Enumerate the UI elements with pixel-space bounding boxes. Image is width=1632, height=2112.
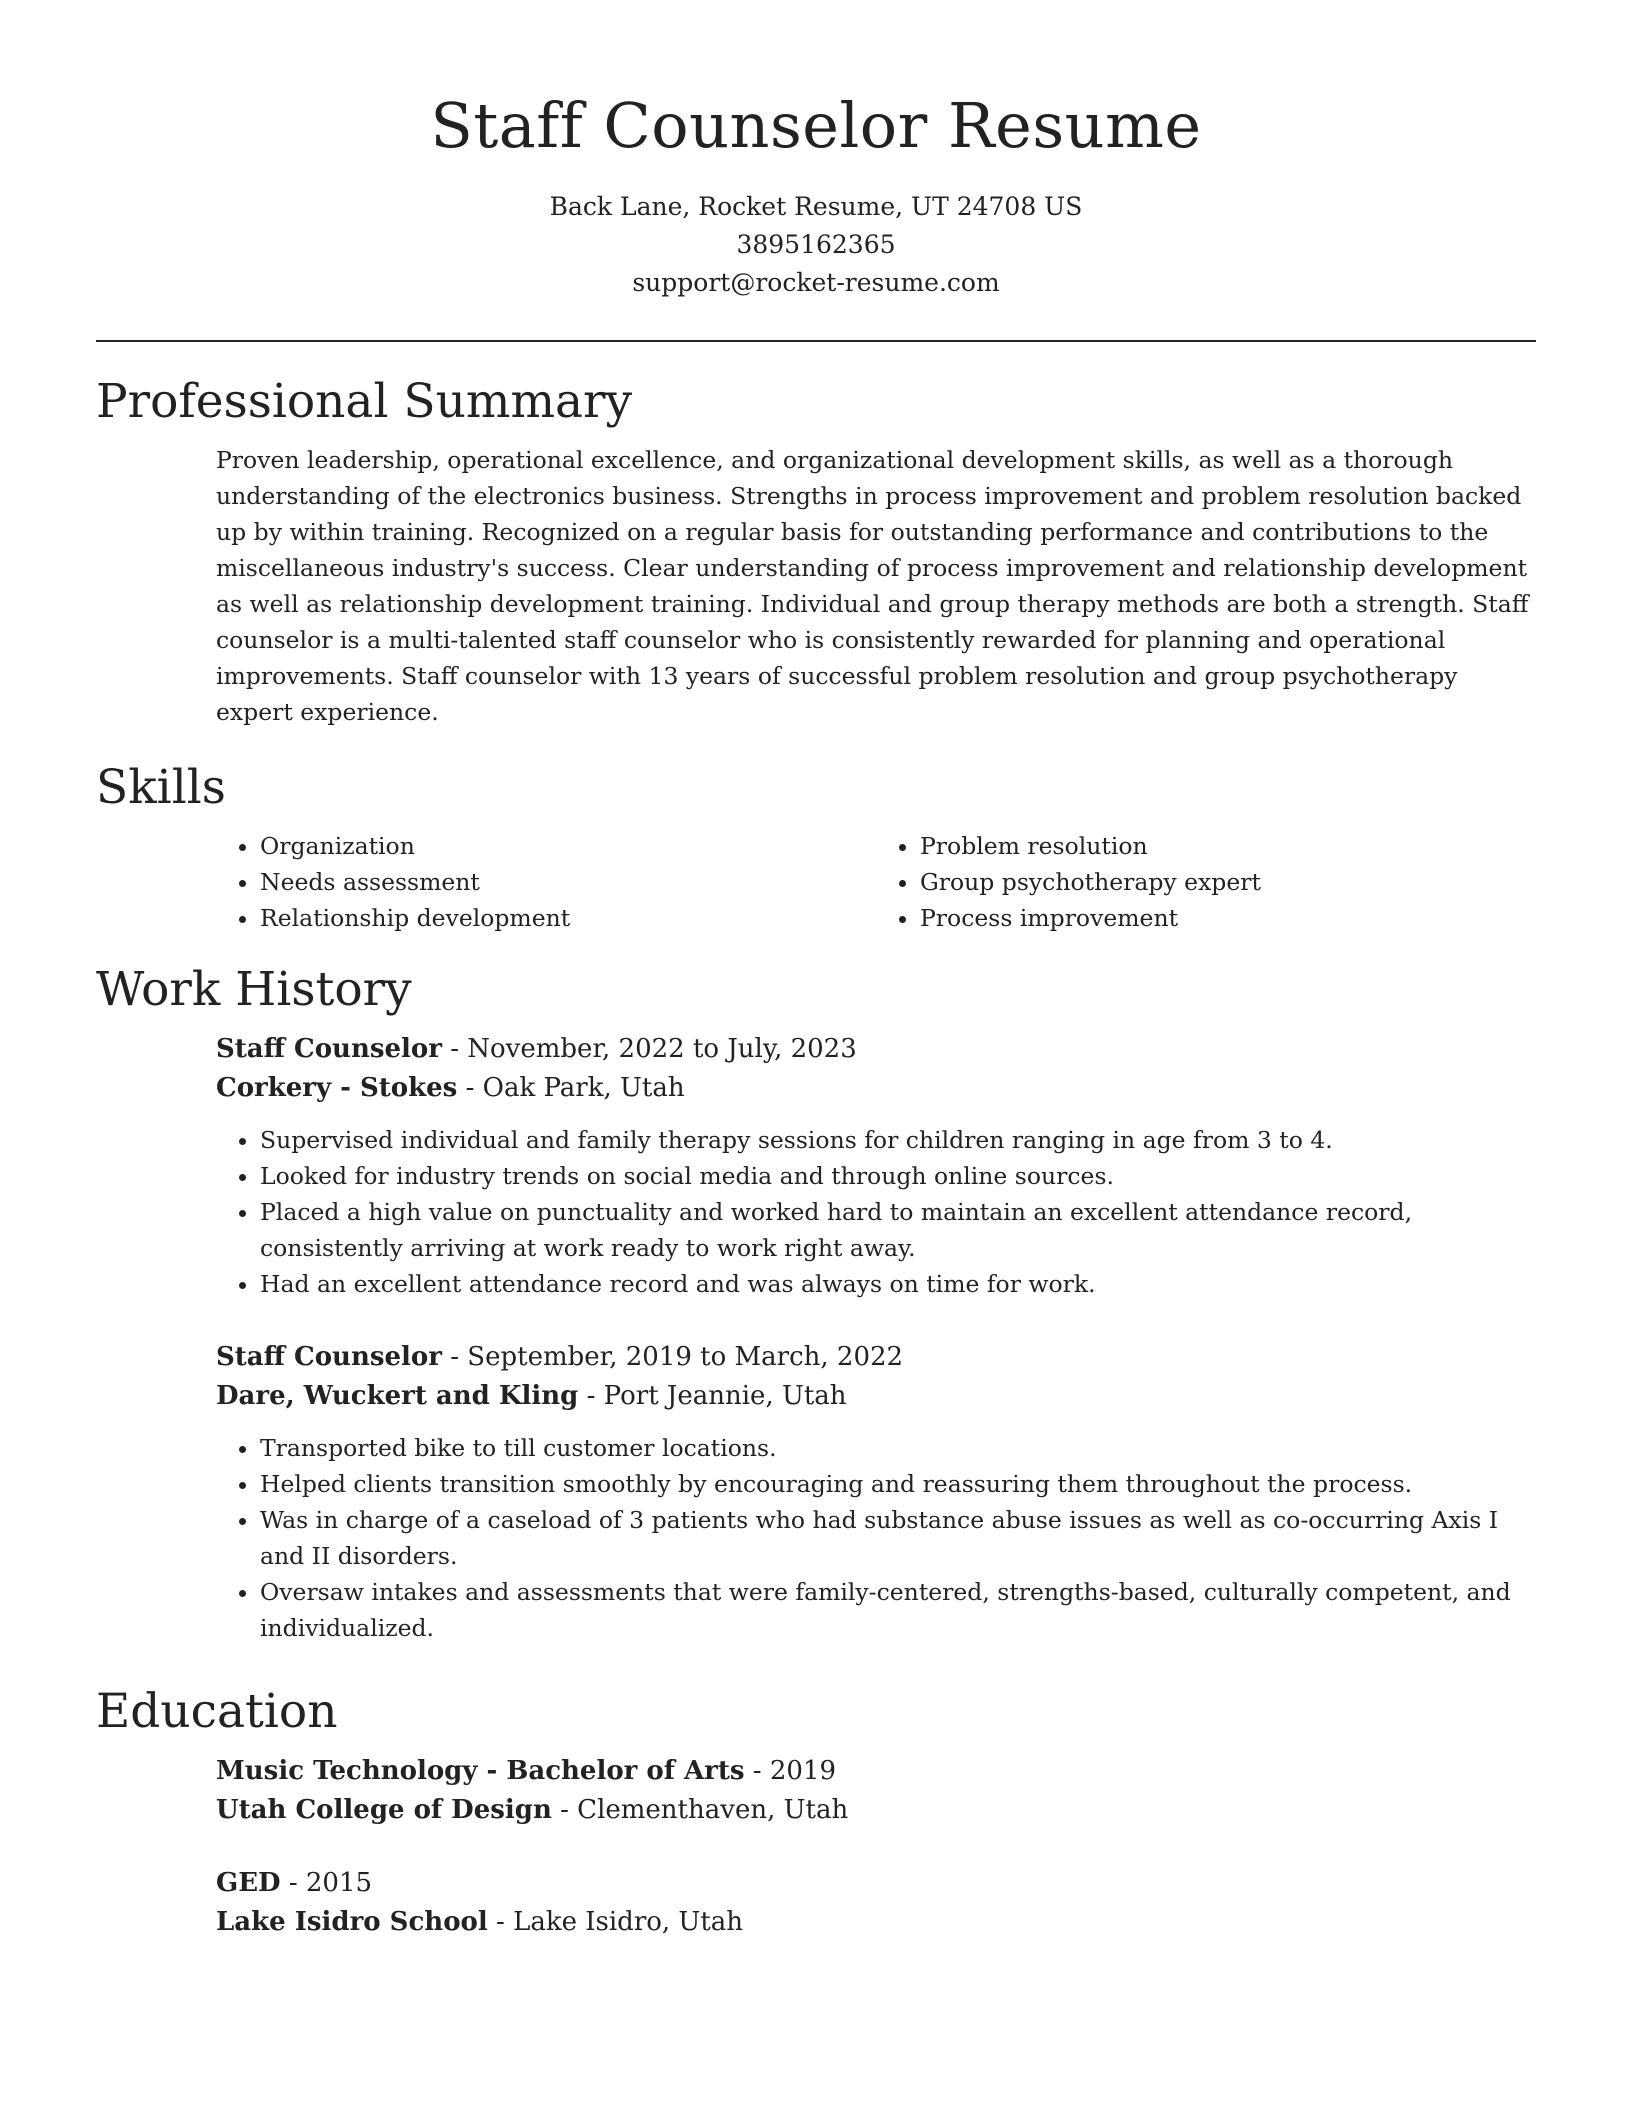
job-dates: - November, 2022 to July, 2023 xyxy=(441,1034,857,1064)
phone: 3895162365 xyxy=(736,230,896,259)
education-entry xyxy=(216,1864,1536,1942)
job-bullet: • Helped clients transition smoothly by encouraging and reassuring them throughout the process. xyxy=(260,1466,1536,1502)
skill-item: • Needs assessment xyxy=(260,864,876,900)
degree: GED xyxy=(216,1868,281,1898)
job-bullet: • Placed a high value on punctuality and worked hard to maintain an excellent attendance record, consistently arriving at work ready to work right away. xyxy=(260,1194,1536,1266)
degree: Music Technology - Bachelor of Arts xyxy=(216,1756,745,1786)
job-bullet: • Oversaw intakes and assessments that were family-centered, strengths-based, culturally competent, and individualized. xyxy=(260,1574,1536,1646)
skill-item: • Organization xyxy=(260,828,876,864)
summary-text: Proven leadership, operational excellence, and organizational development skills, as well as a thorough understanding of the electronics business. Strengths in process improvement and problem resolution backed up by within training. Recognized on a regular basis for outstanding performance and contributions to the miscellaneous industry's success. Clear understanding of process improvement and relationship development as well as relationship development training. Individual and group therapy methods are both a strength. Staff counselor is a multi-talented staff counselor who is consistently rewarded for planning and operational improvements. Staff counselor with 13 years of successful problem resolution and group psychotherapy expert experience. xyxy=(216,446,1529,726)
work-history-heading: Work History xyxy=(96,962,412,1017)
job-bullet: • Looked for industry trends on social media and through online sources. xyxy=(260,1158,1536,1194)
email: support@rocket-resume.com xyxy=(632,268,1000,297)
job-entry xyxy=(216,1030,1536,1302)
job-title-line xyxy=(216,1338,1536,1377)
degree-line xyxy=(216,1864,1536,1903)
job-bullets xyxy=(216,1430,1536,1646)
skill-item: • Group psychotherapy expert xyxy=(920,864,1536,900)
skill-item: • Relationship development xyxy=(260,900,876,936)
job-company: Corkery - Stokes xyxy=(216,1073,458,1103)
degree-year: - 2015 xyxy=(280,1868,373,1898)
degree-line xyxy=(216,1752,1536,1791)
resume-header xyxy=(96,86,1536,302)
job-bullet: • Had an excellent attendance record and was always on time for work. xyxy=(260,1266,1536,1302)
skills-list-left xyxy=(216,828,876,936)
job-bullets xyxy=(216,1122,1536,1302)
job-company-line xyxy=(216,1069,1536,1108)
skill-item: • Process improvement xyxy=(920,900,1536,936)
job-dates: - September, 2019 to March, 2022 xyxy=(441,1342,904,1372)
education-section xyxy=(96,1752,1536,1942)
skills-list-right xyxy=(876,828,1536,936)
work-history-section xyxy=(96,1030,1536,1646)
skills-heading: Skills xyxy=(96,760,226,815)
job-bullet: • Supervised individual and family therapy sessions for children ranging in age from 3 to 4. xyxy=(260,1122,1536,1158)
job-company-line xyxy=(216,1377,1536,1416)
job-location: - Oak Park, Utah xyxy=(457,1073,685,1103)
school: Utah College of Design xyxy=(216,1795,552,1825)
school-location: - Clementhaven, Utah xyxy=(551,1795,849,1825)
school-line xyxy=(216,1903,1536,1942)
skill-item: • Problem resolution xyxy=(920,828,1536,864)
summary-section xyxy=(96,442,1536,730)
job-bullet: • Transported bike to till customer locations. xyxy=(260,1430,1536,1466)
header-divider xyxy=(96,340,1536,342)
job-company: Dare, Wuckert and Kling xyxy=(216,1381,579,1411)
school: Lake Isidro School xyxy=(216,1907,488,1937)
school-line xyxy=(216,1791,1536,1830)
address: Back Lane, Rocket Resume, UT 24708 US xyxy=(549,192,1083,221)
job-location: - Port Jeannie, Utah xyxy=(578,1381,847,1411)
job-role: Staff Counselor xyxy=(216,1342,442,1372)
resume-title: Staff Counselor Resume xyxy=(430,89,1202,162)
job-title-line xyxy=(216,1030,1536,1069)
school-location: - Lake Isidro, Utah xyxy=(487,1907,744,1937)
job-entry xyxy=(216,1338,1536,1646)
education-entry xyxy=(216,1752,1536,1830)
education-heading: Education xyxy=(96,1684,338,1739)
summary-heading: Professional Summary xyxy=(96,374,633,429)
degree-year: - 2019 xyxy=(744,1756,837,1786)
skills-section xyxy=(96,828,1536,936)
job-role: Staff Counselor xyxy=(216,1034,442,1064)
job-bullet: • Was in charge of a caseload of 3 patients who had substance abuse issues as well as co-occurring Axis I and II disorders. xyxy=(260,1502,1536,1574)
